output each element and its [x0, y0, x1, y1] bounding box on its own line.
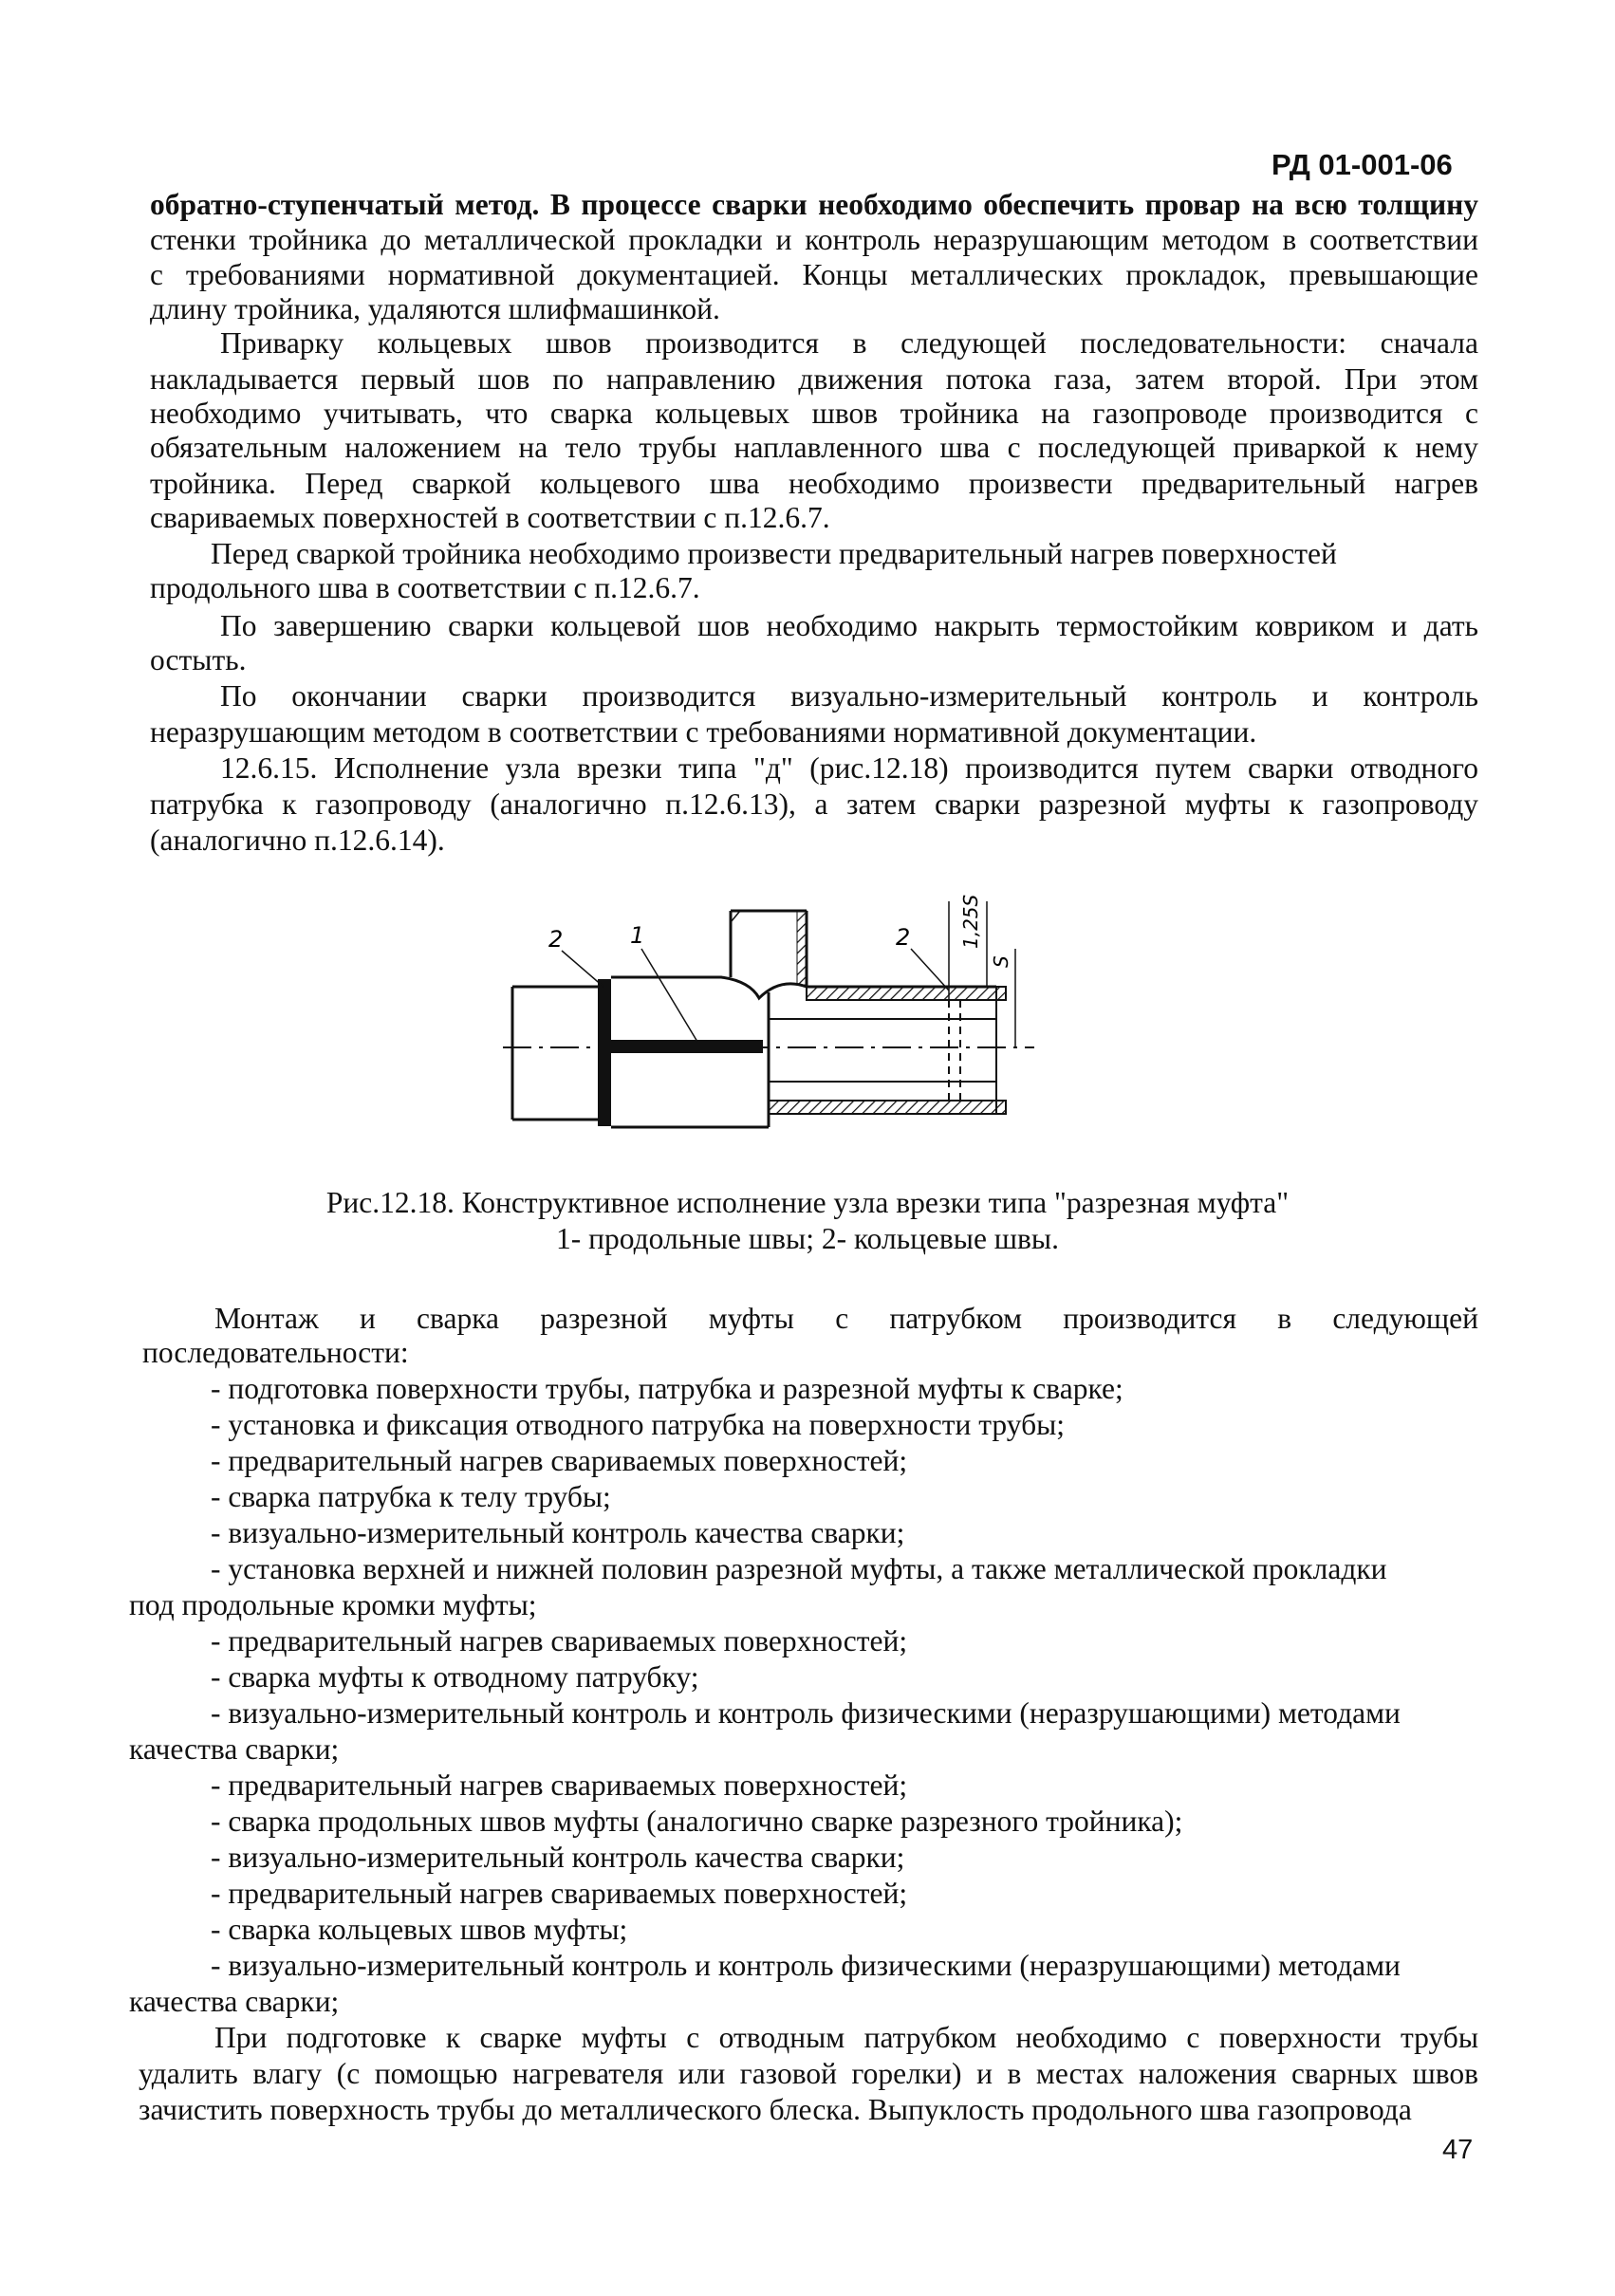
text-line: 12.6.15. Исполнение узла врезки типа "д" (рис.12.18) производится путем сварки отводного	[220, 751, 1478, 785]
text-line: зачистить поверхность трубы до металлического блеска. Выпуклость продольного шва газопровода	[139, 2093, 1412, 2126]
label-dim-s: S	[990, 955, 1012, 968]
text-line: продольного шва в соответствии с п.12.6.7.	[150, 571, 700, 604]
list-item: - сварка кольцевых швов муфты;	[211, 1913, 628, 1946]
list-item: - предварительный нагрев свариваемых поверхностей;	[211, 1444, 908, 1477]
list-item: - визуально-измерительный контроль и контроль физическими (неразрушающими) методами	[211, 1696, 1401, 1730]
ring-weld-left	[598, 979, 611, 1126]
text-line: По завершению сварки кольцевой шов необходимо накрыть термостойким ковриком и дать	[220, 609, 1478, 642]
document-code: РД 01-001-06	[1272, 148, 1453, 181]
text-line: стенки тройника до металлической прокладки и контроль неразрушающим методом в соответствии	[150, 223, 1478, 256]
list-item: - сварка патрубка к телу трубы;	[211, 1480, 611, 1513]
text-line: удалить влагу (с помощью нагревателя или газовой горелки) и в местах наложения сварных швов	[139, 2057, 1478, 2090]
text-line: длину тройника, удаляются шлифмашинкой.	[150, 292, 720, 325]
list-item: - подготовка поверхности трубы, патрубка и разрезной муфты к сварке;	[211, 1372, 1123, 1405]
list-item: - визуально-измерительный контроль качества сварки;	[211, 1841, 905, 1874]
list-item: под продольные кромки муфты;	[129, 1588, 537, 1621]
list-item: - визуально-измерительный контроль и контроль физическими (неразрушающими) методами	[211, 1949, 1401, 1982]
list-item: - установка верхней и нижней половин разрезной муфты, а также металлической прокладки	[211, 1552, 1387, 1585]
figure-pipe-drawing	[493, 882, 1063, 1139]
list-item: - предварительный нагрев свариваемых поверхностей;	[211, 1768, 908, 1802]
text-line: необходимо учитывать, что сварка кольцевых швов тройника на газопроводе производится с	[150, 397, 1478, 430]
text-line: патрубка к газопроводу (аналогично п.12.6.13), а затем сварки разрезной муфты к газопроводу	[150, 787, 1478, 821]
text-line: По окончании сварки производится визуально-измерительный контроль и контроль	[220, 679, 1478, 713]
text-line: обратно-ступенчатый метод. В процессе сварки необходимо обеспечить провар на всю толщину	[150, 188, 1478, 221]
text-line: Монтаж и сварка разрезной муфты с патрубком производится в следующей	[214, 1302, 1478, 1335]
list-item: - предварительный нагрев свариваемых поверхностей;	[211, 1877, 908, 1910]
text-line: с требованиями нормативной документацией. Концы металлических прокладок, превышающие	[150, 258, 1478, 291]
text-line: тройника. Перед сваркой кольцевого шва необходимо произвести предварительный нагрев	[150, 467, 1478, 500]
label-2-right: 2	[896, 924, 911, 951]
list-item: - сварка муфты к отводному патрубку;	[211, 1660, 699, 1694]
text-line: Приварку кольцевых швов производится в следующей последовательности: сначала	[220, 326, 1478, 360]
text-line: накладывается первый шов по направлению движения потока газа, затем второй. При этом	[150, 362, 1478, 396]
text-line: неразрушающим методом в соответствии с требованиями нормативной документации.	[150, 715, 1257, 749]
text-line: (аналогично п.12.6.14).	[150, 824, 445, 857]
list-item: качества сварки;	[129, 1985, 340, 2018]
text-line: свариваемых поверхностей в соответствии с п.12.6.7.	[150, 501, 830, 534]
list-item: - предварительный нагрев свариваемых поверхностей;	[211, 1624, 908, 1657]
list-item: - сварка продольных швов муфты (аналогично сварке разрезного тройника);	[211, 1805, 1183, 1838]
figure-caption: Рис.12.18. Конструктивное исполнение узла врезки типа "разрезная муфта"	[325, 1186, 1290, 1219]
figure-caption-legend: 1- продольные швы; 2- кольцевые швы.	[556, 1222, 1059, 1255]
list-item: - визуально-измерительный контроль качества сварки;	[211, 1516, 905, 1549]
text-line: Перед сваркой тройника необходимо произвести предварительный нагрев поверхностей	[211, 537, 1337, 570]
label-2-left: 2	[548, 926, 564, 953]
text-line: обязательным наложением на тело трубы наплавленного шва с последующей приваркой к нему	[150, 431, 1478, 464]
text-line: остыть.	[150, 643, 247, 676]
text-line: При подготовке к сварке муфты с отводным патрубком необходимо с поверхности трубы	[214, 2021, 1478, 2054]
label-1: 1	[630, 922, 645, 949]
label-dim-1-25s: 1,25S	[959, 894, 982, 949]
list-item: качества сварки;	[129, 1732, 340, 1766]
list-item: - установка и фиксация отводного патрубка на поверхности трубы;	[211, 1408, 1066, 1441]
page-number: 47	[1442, 2135, 1474, 2165]
text-line: последовательности:	[142, 1336, 409, 1369]
